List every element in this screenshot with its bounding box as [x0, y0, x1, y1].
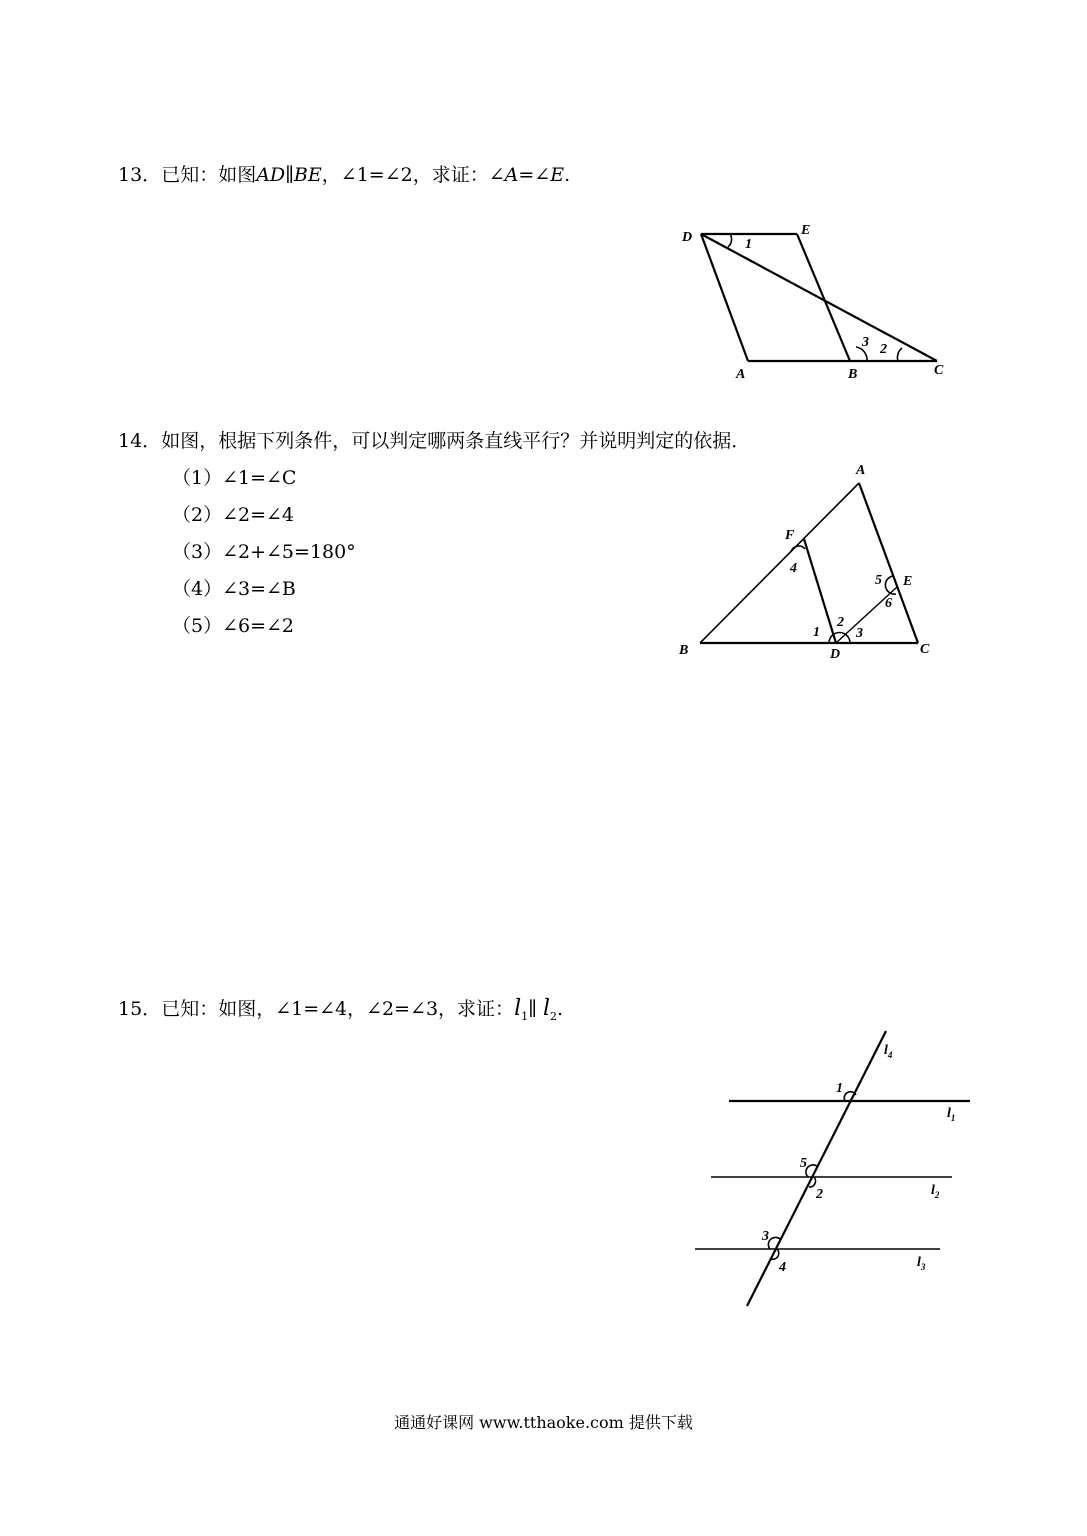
fig15-l1-letter: l — [947, 1106, 951, 1121]
fig15-angle-2: 2 — [816, 1187, 823, 1202]
q13-mid: ，∠1=∠2，求证： — [321, 164, 489, 186]
q15-number: 15． — [118, 998, 162, 1020]
q14-condition-4: （4）∠3=∠B — [172, 578, 296, 600]
fig14-angle-3: 3 — [856, 626, 863, 641]
fig15-l4-letter: l — [884, 1043, 888, 1058]
fig13-label-A: A — [736, 367, 746, 382]
fig15-l2-sub: 2 — [934, 1190, 940, 1200]
q14-condition-5: （5）∠6=∠2 — [172, 615, 295, 637]
fig15-label-l1 — [947, 1106, 955, 1123]
q13-end: . — [564, 164, 571, 186]
fig14-label-A: A — [856, 463, 866, 478]
fig13-angle-3: 3 — [862, 335, 869, 350]
q13-given: AD∥BE — [256, 164, 322, 186]
fig13-angle-1: 1 — [745, 237, 752, 252]
q15-l2-sub: 2 — [549, 1009, 557, 1023]
segment-AC — [859, 483, 918, 643]
q13-number: 13． — [118, 164, 162, 186]
fig15-label-l3 — [917, 1255, 926, 1272]
angle-4-arc — [791, 546, 805, 552]
fig15-angle-3: 3 — [762, 1229, 769, 1244]
fig15-l1-sub: 1 — [950, 1113, 956, 1123]
question-14 — [118, 426, 750, 453]
q15-parallel: ∥ — [528, 998, 537, 1020]
fig14-angle-2: 2 — [837, 615, 844, 630]
page-footer: 通通好课网 www.tthaoke.com 提供下载 — [394, 1413, 693, 1432]
segment-BA — [700, 483, 859, 643]
q14-text: 如图，根据下列条件，可以判定哪两条直线平行？并说明判定的依据． — [161, 430, 751, 452]
angle-2-arc — [897, 348, 902, 361]
fig15-l2-letter: l — [931, 1183, 935, 1198]
fig13-label-B: B — [848, 367, 858, 382]
fig14-label-B: B — [679, 643, 689, 658]
question-15 — [118, 994, 563, 1023]
fig13-label-E: E — [801, 223, 811, 238]
fig15-l3-sub: 3 — [920, 1262, 926, 1272]
line-l4 — [747, 1031, 886, 1306]
fig14-angle-6: 6 — [885, 596, 892, 611]
fig15-angle-4: 4 — [779, 1260, 786, 1275]
fig14-angle-1: 1 — [813, 625, 820, 640]
q15-l1-sub: 1 — [521, 1009, 529, 1023]
q15-text: 已知：如图，∠1=∠4，∠2=∠3，求证： — [161, 998, 515, 1020]
q14-number: 14． — [118, 430, 162, 452]
fig14-label-F: F — [785, 528, 795, 543]
q15-l2: l — [542, 996, 550, 1021]
figure-15 — [695, 1031, 970, 1306]
segment-FD — [804, 539, 836, 643]
q13-claim: ∠A=∠E — [488, 164, 565, 186]
fig15-label-l4 — [884, 1043, 893, 1060]
q14-condition-3: （3）∠2+∠5=180° — [172, 541, 356, 563]
q14-condition-1: （1）∠1=∠C — [172, 467, 297, 489]
fig15-label-l2 — [931, 1183, 940, 1200]
fig15-l3-letter: l — [917, 1255, 921, 1270]
figure-14 — [700, 483, 918, 643]
q15-l1: l — [514, 996, 522, 1021]
fig13-label-C: C — [934, 363, 944, 378]
fig13-angle-2: 2 — [880, 342, 887, 357]
fig14-label-C: C — [920, 642, 930, 657]
fig13-label-D: D — [682, 230, 693, 245]
q14-condition-2: （2）∠2=∠4 — [172, 504, 295, 526]
segment-DC — [701, 234, 937, 361]
segment-EB — [797, 234, 850, 361]
angle-1-arc — [728, 234, 732, 247]
segment-DA — [701, 234, 748, 361]
fig14-label-D: D — [830, 647, 841, 662]
fig15-angle-5: 5 — [800, 1156, 807, 1171]
fig14-angle-4: 4 — [790, 561, 797, 576]
figure-13 — [701, 234, 937, 361]
q15-end: . — [556, 998, 564, 1020]
q13-prefix: 已知：如图 — [161, 164, 257, 186]
fig15-angle-1: 1 — [836, 1081, 843, 1096]
fig15-l4-sub: 4 — [887, 1050, 893, 1060]
fig14-angle-5: 5 — [875, 573, 882, 588]
fig14-label-E: E — [903, 574, 913, 589]
